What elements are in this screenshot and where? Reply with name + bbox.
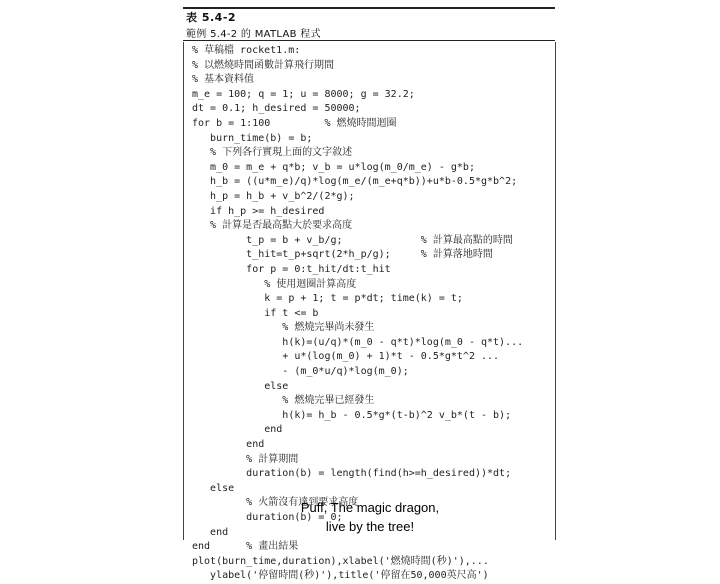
video-subtitle-overlay: [300, 498, 440, 536]
code-line: % 燃燒完畢尚未發生: [192, 322, 375, 334]
code-line: - (m_0*u/q)*log(m_0);: [192, 366, 409, 378]
code-line: end: [192, 439, 265, 451]
code-line: plot(burn_time,duration),xlabel('燃燒時間(秒)'),...: [192, 555, 489, 567]
table-caption-title: 表 5.4-2: [186, 11, 237, 24]
code-line: % 下列各行實現上面的文字敘述: [192, 147, 353, 159]
code-line: else: [192, 380, 289, 392]
caption-top-rule: [183, 7, 555, 9]
code-line: else: [192, 482, 235, 494]
code-line: end: [192, 526, 229, 538]
code-line: end % 畫出結果: [192, 541, 299, 553]
code-line: + u*(log(m_0) + 1)*t - 0.5*g*t^2 ...: [192, 351, 500, 363]
code-line: h_p = h_b + v_b^2/(2*g);: [192, 190, 355, 202]
code-line: h(k)= h_b - 0.5*g*(t-b)^2 v_b*(t - b);: [192, 409, 512, 421]
code-line: t_p = b + v_b/g; % 計算最高點的時間: [192, 234, 513, 246]
code-line: m_0 = m_e + q*b; v_b = u*log(m_0/m_e) - g*b;: [192, 161, 475, 173]
code-line: m_e = 100; q = 1; u = 8000; g = 32.2;: [192, 88, 415, 100]
code-line: end: [192, 424, 283, 436]
code-line: % 燃燒完畢已經發生: [192, 395, 375, 407]
code-line: % 計算期間: [192, 453, 299, 465]
table-caption-subtitle: 範例 5.4-2 的 MATLAB 程式: [186, 29, 321, 40]
code-line: for p = 0:t_hit/dt:t_hit: [192, 263, 391, 275]
code-line: % 使用迴圈計算高度: [192, 278, 357, 290]
code-line: duration(b) = 0;: [192, 512, 343, 523]
code-line: % 草稿檔 rocket1.m:: [192, 45, 301, 56]
subtitle-line-2: live by the tree!: [325, 519, 415, 534]
caption-bottom-rule: [183, 40, 555, 41]
code-line: ylabel('停留時間(秒)'),title('停留在50,000英尺高'): [192, 570, 489, 582]
subtitle-line-1: Puff, The magic dragon,: [300, 500, 440, 515]
code-line: t_hit=t_p+sqrt(2*h_p/g); % 計算落地時間: [192, 249, 493, 261]
code-line: h(k)=(u/q)*(m_0 - q*t)*log(m_0 - q*t)...: [192, 336, 524, 348]
code-line: if h_p >= h_desired: [192, 205, 325, 217]
code-line: k = p + 1; t = p*dt; time(k) = t;: [192, 293, 463, 305]
code-line: h_b = ((u*m_e)/q)*log(m_e/(m_e+q*b))+u*b-0.5*g*b^2;: [192, 176, 518, 188]
code-line: if t <= b: [192, 307, 319, 319]
code-line: for b = 1:100 % 燃燒時間迴圈: [192, 117, 397, 129]
code-line: % 計算是否最高點大於要求高度: [192, 220, 353, 232]
code-line: dt = 0.1; h_desired = 50000;: [192, 103, 361, 115]
code-line: burn_time(b) = b;: [192, 132, 313, 144]
code-line: % 以燃燒時間函數計算飛行期間: [192, 59, 335, 71]
code-line: duration(b) = length(find(h>=h_desired))*dt;: [192, 468, 512, 480]
code-line: % 火箭沒有達到要求高度: [192, 497, 359, 509]
code-line: % 基本資料值: [192, 74, 255, 86]
